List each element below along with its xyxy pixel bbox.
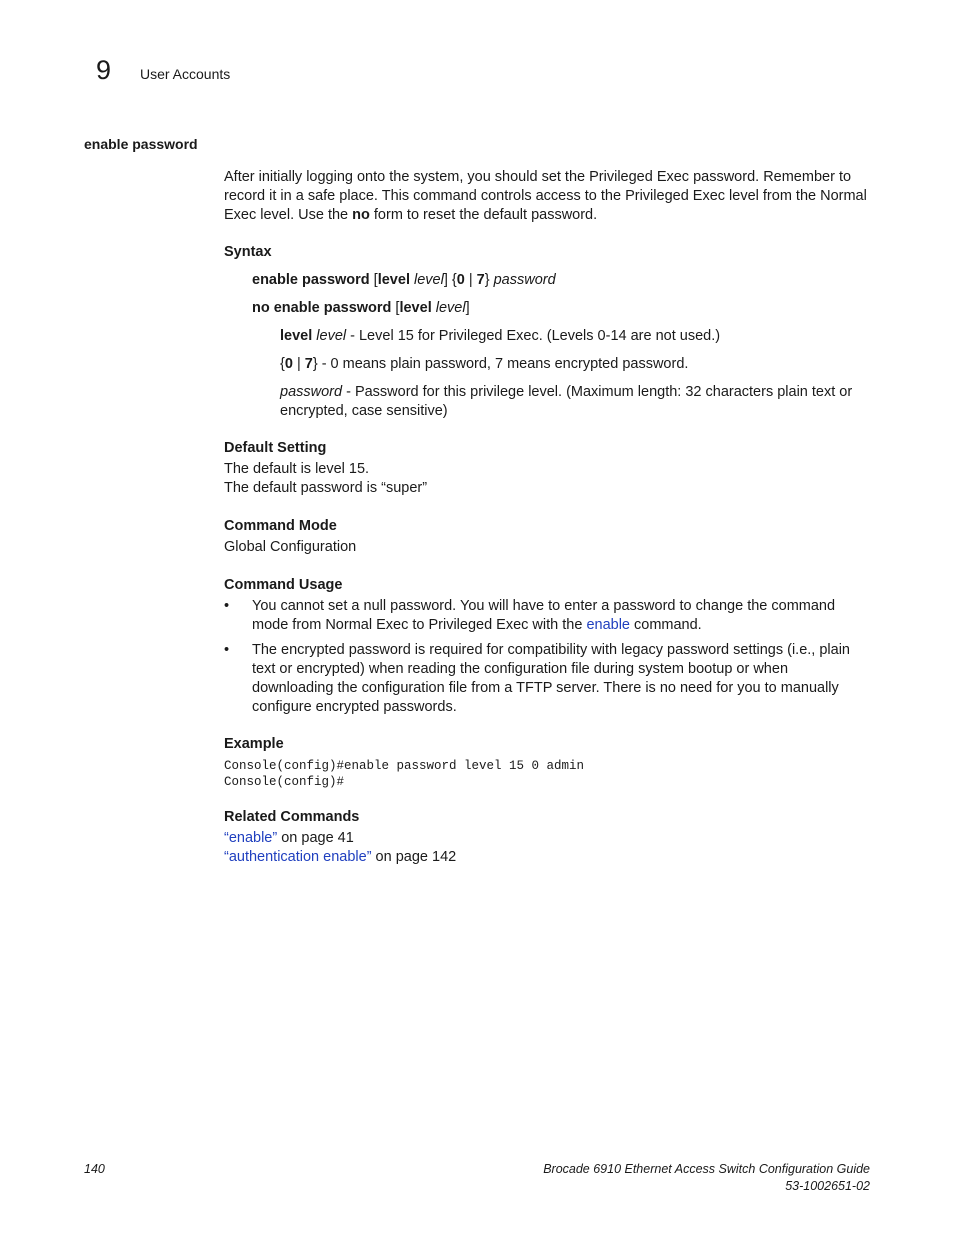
command-mode-heading: Command Mode [224,518,337,534]
param-keyword: level [280,328,313,344]
syntax-line-enable [252,271,872,290]
syntax-seven: 7 [476,272,485,288]
param-seven: 7 [304,356,313,372]
intro-text-1: After initially logging onto the system, you should set the Privileged Exec password. Remember to record it in a safe place. This command controls access to the Privileged Exec level from the Normal Exec level. Use the [224,169,867,223]
related-link-authentication-enable[interactable]: “authentication enable” [224,849,372,865]
default-setting-heading: Default Setting [224,440,327,456]
related-link-enable[interactable]: “enable” [224,830,278,846]
syntax-level-keyword: level [377,272,410,288]
page-number: 140 [84,1162,105,1176]
intro-paragraph [224,168,874,225]
param-password [280,383,872,421]
syntax-password-arg: password [493,272,556,288]
param-arg: password [280,384,343,400]
related-page-ref: on page 41 [277,830,354,846]
doc-title: Brocade 6910 Ethernet Access Switch Configuration Guide [543,1162,870,1176]
related-page-ref: on page 142 [371,849,457,865]
enable-link[interactable]: enable [586,617,630,633]
intro-text-2: form to reset the default password. [369,207,598,223]
param-desc: - Password for this privilege level. (Maximum length: 32 characters plain text or encrypted, case sensitive) [280,384,853,419]
syntax-level-arg: level [431,300,466,316]
related-item [224,829,874,848]
bullet-text-part: command. [629,617,702,633]
usage-bullet-1 [224,597,874,637]
syntax-heading: Syntax [224,244,272,260]
param-level [280,327,872,346]
syntax-cmd: no enable password [252,300,392,316]
syntax-cmd: enable password [252,272,370,288]
syntax-zero: 0 [456,272,465,288]
param-encryption [280,355,872,374]
default-level-text: The default is level 15. [224,461,370,477]
syntax-line-no-enable [252,299,872,318]
bullet-text: The encrypted password is required for compatibility with legacy password settings (i.e., plain text or encrypted) when reading the configuration file during system bootup or when downloading the configuration file from a TFTP server. There is no need for you to manually configure encrypted passwords. [252,642,850,715]
chapter-number: 9 [96,55,112,85]
intro-keyword: no [352,207,370,223]
param-bracket: } [312,356,318,372]
syntax-bracket: ] [465,300,470,316]
syntax-pipe: | [464,272,477,288]
example-code-line-1: Console(config)#enable password level 15 0 admin [224,759,585,773]
chapter-title: User Accounts [140,66,231,82]
param-desc: - 0 means plain password, 7 means encrypted password. [317,356,689,372]
param-zero: 0 [284,356,293,372]
usage-bullet-2 [224,641,874,721]
param-desc: - Level 15 for Privileged Exec. (Levels 0-14 are not used.) [346,328,721,344]
bullet-text-part: You cannot set a null password. You will have to enter a password to change the command mode from Normal Exec to Privileged Exec with the [252,598,836,633]
default-password-text: The default password is “super” [224,480,428,496]
section-title: enable password [84,136,198,152]
param-pipe: | [292,356,305,372]
related-commands-heading: Related Commands [224,809,360,825]
param-arg: level [312,328,347,344]
command-mode-text: Global Configuration [224,539,357,555]
doc-number: 53-1002651-02 [785,1179,870,1193]
syntax-bracket: [ [369,272,378,288]
syntax-bracket: } [484,272,494,288]
syntax-bracket: [ [391,300,400,316]
command-usage-heading: Command Usage [224,577,343,593]
related-item [224,848,874,867]
syntax-bracket: ] { [443,272,457,288]
bullet-glyph: • [224,598,230,614]
bullet-glyph: • [224,642,230,658]
syntax-level-arg: level [409,272,444,288]
bullet-text [252,597,870,635]
syntax-level-keyword: level [399,300,432,316]
param-bracket: { [280,356,285,372]
example-heading: Example [224,736,284,752]
example-code-line-2: Console(config)# [224,775,345,789]
